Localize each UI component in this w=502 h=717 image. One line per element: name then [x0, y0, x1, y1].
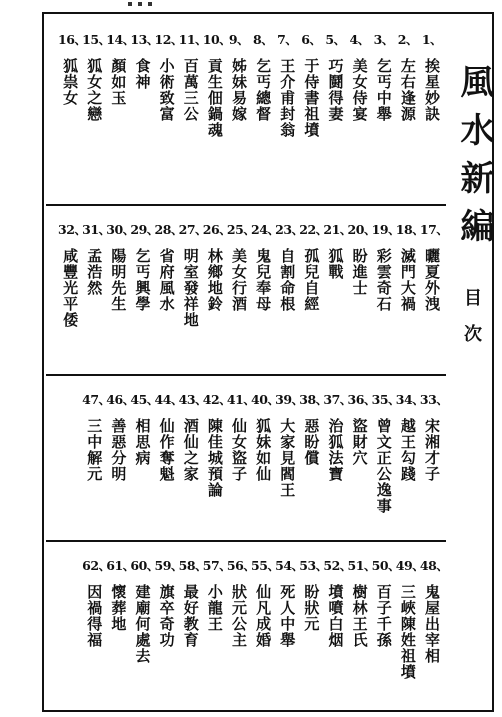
toc-entry[interactable] [227, 584, 251, 680]
entry-number: 23、 [275, 222, 304, 237]
toc-entry-title: 懷葬地 [109, 584, 128, 632]
toc-entry-title: 百子千孫 [374, 584, 393, 648]
entry-number: 14、 [106, 32, 135, 47]
toc-entry-title: 墳噴白烟 [326, 584, 345, 648]
toc-entry[interactable] [275, 248, 299, 328]
toc-entry-title: 仙女盜子 [229, 418, 248, 482]
entry-number: 3、 [373, 32, 394, 47]
contents-heading: 目次 [461, 288, 482, 360]
toc-entry[interactable] [275, 584, 299, 680]
toc-entry[interactable] [251, 248, 275, 328]
toc-entry[interactable] [106, 584, 130, 680]
toc-entry-title: 最好教育 [181, 584, 200, 648]
toc-entry-title: 挨星妙訣 [422, 58, 441, 122]
toc-entry[interactable] [396, 248, 420, 328]
entry-number: 8、 [252, 32, 274, 47]
toc-entry-title: 林鄉地鈴 [205, 248, 224, 312]
toc-entry-title: 治狐法寶 [326, 418, 345, 482]
toc-entry-title: 三中解元 [85, 418, 104, 482]
toc-entry[interactable] [179, 584, 203, 680]
entry-number: 26、 [202, 222, 232, 237]
entry-number: 34、 [395, 392, 425, 407]
entry-number: 50、 [371, 558, 401, 573]
toc-entry[interactable] [130, 418, 154, 514]
toc-entry-title: 狀元公主 [229, 584, 248, 648]
entry-number: 56、 [226, 558, 256, 573]
toc-entry[interactable] [348, 584, 372, 680]
toc-entry-title: 鬼屋出宰相 [422, 584, 441, 664]
toc-entry[interactable] [155, 58, 179, 138]
entry-number: 30、 [106, 222, 135, 237]
toc-entry-title: 因禍得福 [85, 584, 104, 648]
toc-entry-title: 明室發祥地 [181, 248, 200, 328]
toc-entry-title: 宋湘才子 [422, 418, 441, 482]
toc-entry[interactable] [348, 58, 372, 138]
toc-entry[interactable] [58, 248, 82, 328]
entry-number: 19、 [371, 222, 401, 237]
toc-entry[interactable] [130, 58, 154, 138]
toc-entry-title: 乞丐總督 [254, 58, 273, 122]
toc-entry-title: 王介甫封翁 [278, 58, 297, 138]
toc-entry[interactable] [323, 584, 347, 680]
entry-number: 44、 [154, 392, 183, 407]
toc-entry-title: 仙凡成婚 [254, 584, 273, 648]
toc-entry-title: 相思病 [133, 418, 152, 466]
entry-number: 32、 [58, 222, 87, 237]
entry-number: 61、 [106, 558, 135, 573]
entry-numbers-2 [58, 220, 449, 240]
entry-number: 9、 [228, 32, 250, 47]
toc-entry[interactable] [179, 418, 203, 514]
toc-entry-title: 食神 [133, 58, 152, 90]
toc-entry[interactable] [420, 248, 444, 328]
entry-number: 45、 [130, 392, 159, 407]
toc-entry[interactable] [82, 58, 106, 138]
toc-entry-title: 巧鬪得妻 [326, 58, 345, 122]
toc-entry-title: 盜財穴 [350, 418, 369, 466]
toc-entry-title: 樹林王氏 [350, 584, 369, 648]
entry-number: 60、 [130, 558, 159, 573]
entry-number: 58、 [178, 558, 208, 573]
toc-entry[interactable] [396, 584, 420, 680]
toc-entry-title: 左右逢源 [398, 58, 417, 122]
entry-number: 22、 [299, 222, 328, 237]
entry-number: 54、 [275, 558, 304, 573]
toc-entry[interactable] [155, 584, 179, 680]
entry-number: 62、 [82, 558, 111, 573]
toc-entry[interactable] [227, 248, 251, 328]
toc-entry[interactable] [420, 584, 444, 680]
toc-entry[interactable] [299, 418, 323, 514]
table-of-contents [46, 16, 449, 708]
toc-entry-title: 狐祟女 [61, 58, 80, 106]
toc-entry[interactable] [275, 58, 299, 138]
entry-number: 53、 [299, 558, 328, 573]
entry-numbers-1 [58, 30, 444, 50]
entry-number: 11、 [178, 32, 208, 47]
toc-entry[interactable] [372, 418, 396, 514]
entry-number: 38、 [299, 392, 328, 407]
toc-entry[interactable] [82, 418, 106, 514]
entry-number: 41、 [226, 392, 256, 407]
toc-section-2 [46, 206, 449, 374]
title-panel [444, 64, 492, 384]
toc-entry[interactable] [203, 584, 227, 680]
toc-entry[interactable] [106, 248, 130, 328]
toc-section-3 [46, 376, 449, 540]
entry-number: 48、 [419, 558, 449, 573]
toc-entry[interactable] [106, 58, 130, 138]
toc-entry-title: 狐妹如仙 [254, 418, 273, 482]
entry-number: 52、 [323, 558, 352, 573]
toc-entry-title: 盼狀元 [302, 584, 321, 632]
toc-entry[interactable] [396, 58, 420, 138]
entry-number: 42、 [202, 392, 232, 407]
entry-titles-4 [54, 584, 444, 680]
entry-number: 28、 [154, 222, 183, 237]
toc-entry-title: 死人中舉 [278, 584, 297, 648]
toc-entry-title: 顏如玉 [109, 58, 128, 106]
toc-entry[interactable] [82, 248, 106, 328]
entry-number: 37、 [323, 392, 352, 407]
toc-entry-title: 美女行酒 [229, 248, 248, 312]
toc-entry[interactable] [420, 418, 444, 514]
toc-entry[interactable] [372, 58, 396, 138]
entry-number: 59、 [154, 558, 183, 573]
toc-entry[interactable] [130, 584, 154, 680]
entry-number: 35、 [371, 392, 401, 407]
entry-number: 57、 [202, 558, 232, 573]
toc-entry[interactable] [348, 418, 372, 514]
entry-number: 16、 [58, 32, 87, 47]
entry-number: 25、 [226, 222, 256, 237]
toc-entry[interactable] [130, 248, 154, 328]
toc-entry-title: 越王勾踐 [398, 418, 417, 482]
entry-number: 27、 [178, 222, 208, 237]
entry-numbers-4 [58, 556, 449, 576]
toc-entry[interactable] [203, 248, 227, 328]
toc-entry[interactable] [58, 58, 82, 138]
entry-number: 29、 [130, 222, 159, 237]
toc-entry[interactable] [203, 58, 227, 138]
toc-entry[interactable] [251, 58, 275, 138]
entry-number: 4、 [349, 32, 370, 47]
toc-entry-title: 狐戰 [326, 248, 345, 280]
toc-entry[interactable] [179, 58, 203, 138]
entry-number: 43、 [178, 392, 208, 407]
toc-entry-title: 大家見閻王 [278, 418, 297, 498]
toc-entry-title: 省府風水 [157, 248, 176, 312]
toc-entry-title: 建廟何處去 [133, 584, 152, 664]
entry-number: 55、 [251, 558, 280, 573]
entry-number: 15、 [82, 32, 111, 47]
toc-entry-title: 陽明先生 [109, 248, 128, 312]
toc-entry-title: 三峽陳姓祖墳 [398, 584, 417, 680]
toc-entry-title: 曬夏外洩 [422, 248, 441, 312]
entry-number: 24、 [251, 222, 280, 237]
top-mark [128, 0, 168, 10]
entry-number: 46、 [106, 392, 135, 407]
entry-numbers-3 [58, 390, 449, 410]
toc-entry-title: 曾文正公逸事 [374, 418, 393, 514]
toc-entry-title: 貢生佃鍋魂 [205, 58, 224, 138]
toc-entry-title: 美女侍宴 [350, 58, 369, 122]
toc-entry[interactable] [203, 418, 227, 514]
entry-number: 21、 [323, 222, 352, 237]
toc-entry[interactable] [251, 418, 275, 514]
toc-entry[interactable] [155, 418, 179, 514]
toc-entry[interactable] [323, 418, 347, 514]
entry-number: 47、 [82, 392, 111, 407]
toc-entry[interactable] [396, 418, 420, 514]
entry-number: 1、 [421, 32, 443, 47]
toc-entry[interactable] [299, 584, 323, 680]
entry-number: 39、 [275, 392, 304, 407]
entry-number: 2、 [397, 32, 418, 47]
toc-entry-title: 小龍王 [205, 584, 224, 632]
toc-entry-title: 百萬三公 [181, 58, 200, 122]
toc-entry-title: 孟浩然 [85, 248, 104, 296]
toc-entry[interactable] [348, 248, 372, 328]
entry-number: 40、 [251, 392, 280, 407]
toc-entry[interactable] [299, 58, 323, 138]
entry-titles-3 [54, 418, 444, 514]
toc-entry[interactable] [227, 418, 251, 514]
toc-entry-title: 彩雲奇石 [374, 248, 393, 312]
entry-number: 6、 [301, 32, 322, 47]
entry-number: 13、 [130, 32, 159, 47]
entry-number: 36、 [347, 392, 376, 407]
toc-entry-title: 自割命根 [278, 248, 297, 312]
toc-entry-title: 惡盼償 [302, 418, 321, 466]
toc-entry[interactable] [106, 418, 130, 514]
entry-number: 49、 [395, 558, 425, 573]
toc-entry[interactable] [323, 58, 347, 138]
toc-entry-title: 鬼兒奉母 [254, 248, 273, 312]
toc-entry-title: 于侍書祖墳 [302, 58, 321, 138]
entry-number: 20、 [347, 222, 376, 237]
entry-number: 17、 [419, 222, 449, 237]
toc-entry-title: 姊妹易嫁 [229, 58, 248, 122]
toc-entry-title: 酒仙之家 [181, 418, 200, 482]
book-title: 風水新編 [454, 64, 494, 256]
toc-entry-title: 盼進士 [350, 248, 369, 296]
toc-entry-title: 善惡分明 [109, 418, 128, 482]
toc-entry-title: 乞丐興學 [133, 248, 152, 312]
toc-entry-title: 狐女之戀 [85, 58, 104, 122]
toc-entry-title: 旗卒奇功 [157, 584, 176, 648]
toc-entry-title: 陳佳城預論 [205, 418, 224, 498]
toc-entry[interactable] [155, 248, 179, 328]
toc-entry-title: 仙作奪魁 [157, 418, 176, 482]
entry-number: 12、 [154, 32, 183, 47]
toc-entry-title: 咸豐光平倭 [61, 248, 80, 328]
entry-number: 5、 [325, 32, 346, 47]
toc-entry[interactable] [299, 248, 323, 328]
toc-entry[interactable] [420, 58, 444, 138]
entry-number: 51、 [347, 558, 376, 573]
toc-entry[interactable] [372, 248, 396, 328]
entry-number: 10、 [202, 32, 232, 47]
entry-number: 18、 [395, 222, 425, 237]
toc-entry[interactable] [372, 584, 396, 680]
toc-entry[interactable] [251, 584, 275, 680]
toc-entry[interactable] [323, 248, 347, 328]
toc-section-1 [46, 16, 446, 204]
toc-entry-title: 小術致富 [157, 58, 176, 122]
entry-number: 33、 [419, 392, 449, 407]
toc-entry[interactable] [227, 58, 251, 138]
entry-number: 31、 [82, 222, 111, 237]
toc-entry-title: 乞丐中舉 [374, 58, 393, 122]
toc-entry-title: 孤兒自經 [302, 248, 321, 312]
toc-entry[interactable] [82, 584, 106, 680]
page-frame [42, 12, 494, 712]
entry-number: 7、 [277, 32, 298, 47]
toc-section-4 [46, 542, 449, 708]
entry-titles-1 [54, 58, 444, 138]
toc-entry-title: 滅門大禍 [398, 248, 417, 312]
entry-titles-2 [54, 248, 444, 328]
toc-entry[interactable] [179, 248, 203, 328]
toc-entry[interactable] [275, 418, 299, 514]
